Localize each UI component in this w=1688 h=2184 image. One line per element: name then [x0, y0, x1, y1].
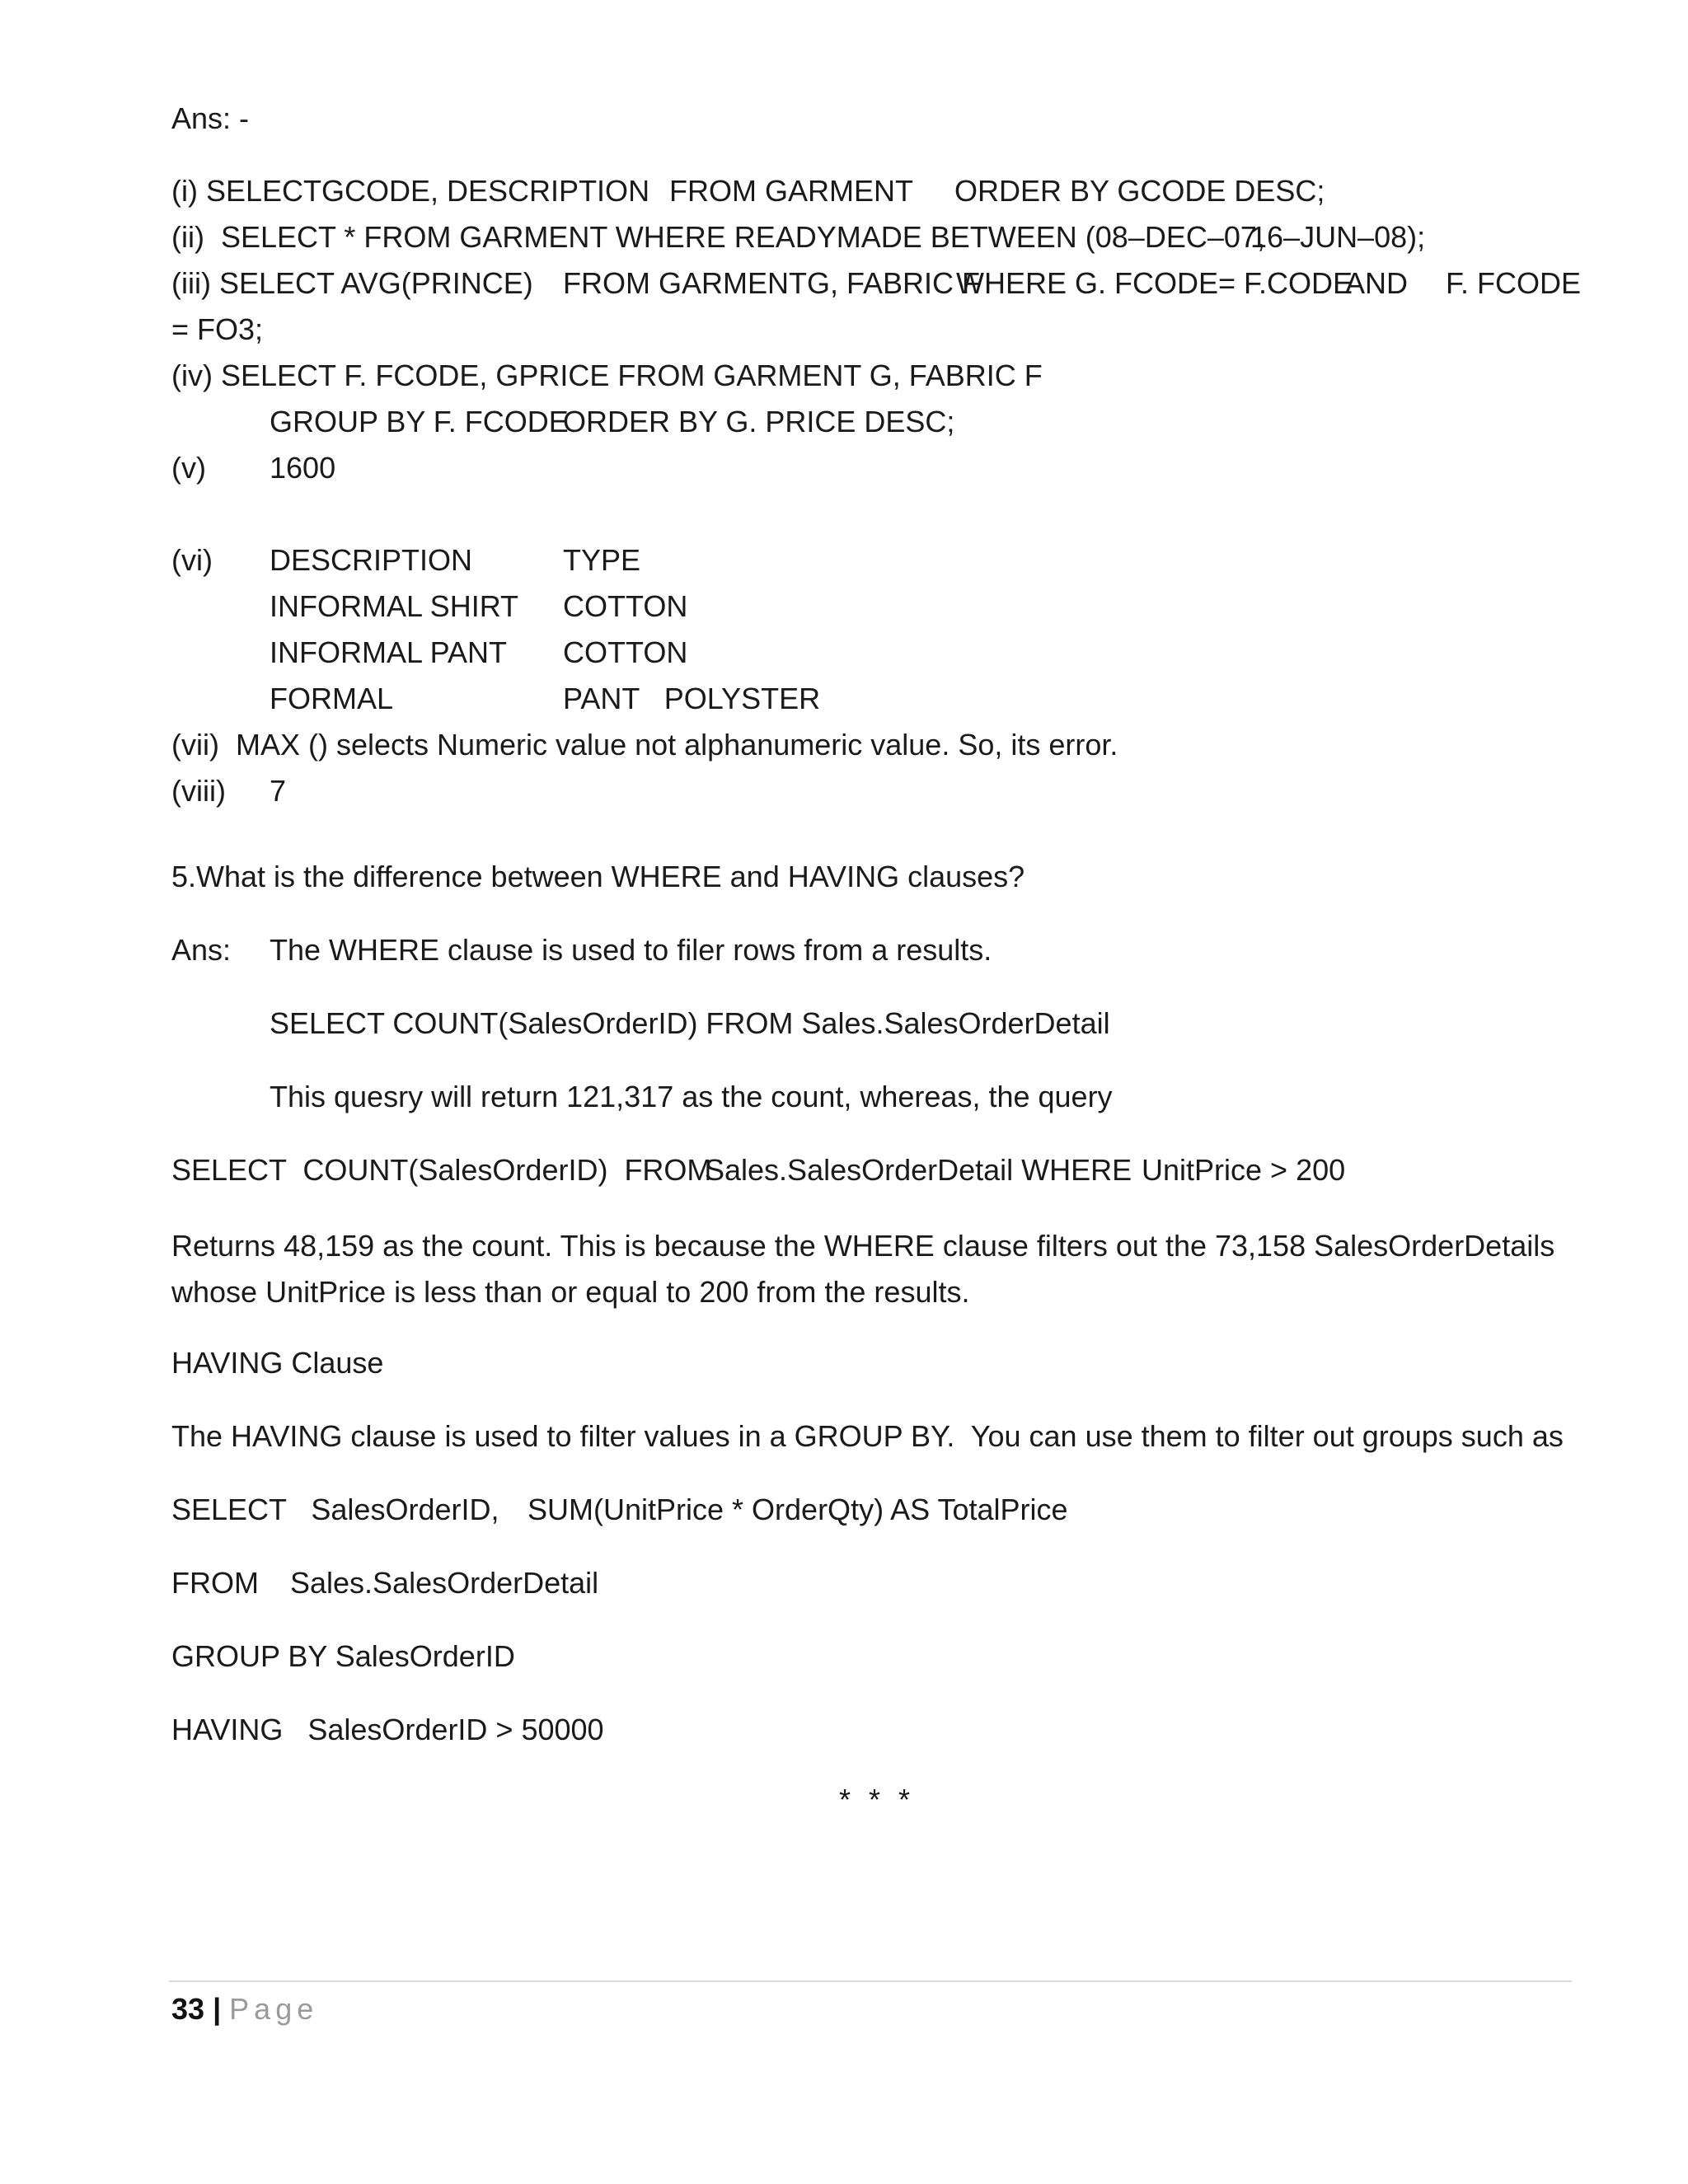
table-cell: INFORMAL SHIRT: [270, 589, 519, 623]
paragraph-having-explanation: The HAVING clause is used to filter values in a GROUP BY. You can use them to filter out groups such as: [171, 1419, 1564, 1453]
section-separator: * * *: [839, 1783, 916, 1816]
answer-5-label: Ans:: [171, 933, 232, 967]
answer-viii-value: 7: [270, 774, 287, 808]
answer-ii-part1: (ii) SELECT * FROM GARMENT WHERE READYMADE BETWEEN (08–DEC–07,: [171, 220, 1265, 254]
answer-v-label: (v): [171, 451, 206, 485]
query-where-part1: SELECT COUNT(SalesOrderID) FROM: [171, 1153, 712, 1187]
answer-i-part2: FROM GARMENT: [669, 174, 913, 208]
table-cell: INFORMAL PANT: [270, 635, 508, 669]
answer-5-line1: The WHERE clause is used to filer rows from a results.: [270, 933, 992, 967]
answer-v-value: 1600: [270, 451, 336, 485]
having-clause-heading: HAVING Clause: [171, 1346, 384, 1380]
answer-iii-part4: AND: [1345, 266, 1409, 300]
answer-iii-part6: = FO3;: [171, 312, 264, 346]
table-header-type: TYPE: [563, 543, 641, 577]
answer-iii-part2: FROM GARMENTG, FABRIC F: [563, 266, 981, 300]
answer-iv-part2: GROUP BY F. FCODE: [270, 405, 569, 438]
paragraph-where-explanation: Returns 48,159 as the count. This is because the WHERE clause filters out the 73,158 SalesOrderDetails whose UnitPrice is less than or equal to 200 from the results.: [171, 1229, 1555, 1309]
answer-header: Ans: -: [171, 101, 250, 135]
answer-iii-part1: (iii) SELECT AVG(PRINCE): [171, 266, 533, 300]
answer-viii-label: (viii): [171, 774, 226, 808]
question-5: 5.What is the difference between WHERE and HAVING clauses?: [171, 860, 1025, 893]
query-from-table: Sales.SalesOrderDetail: [290, 1566, 599, 1600]
answer-iv-part3: ORDER BY G. PRICE DESC;: [563, 405, 955, 438]
table-cell: FORMAL: [270, 682, 394, 715]
footer-divider: [169, 1980, 1572, 1982]
query-having: HAVING SalesOrderID > 50000: [171, 1713, 604, 1746]
table-header-description: DESCRIPTION: [270, 543, 473, 577]
answer-iv-part1: (iv) SELECT F. FCODE, GPRICE FROM GARMENT G, FABRIC F: [171, 359, 1043, 392]
query-where-part3: UnitPrice > 200: [1142, 1153, 1346, 1187]
table-cell: COTTON: [563, 589, 688, 623]
footer-separator: |: [213, 1992, 222, 2026]
query-select-part1: SELECT SalesOrderID,: [171, 1493, 499, 1526]
answer-i-part3: ORDER BY GCODE DESC;: [954, 174, 1325, 208]
page-label: Page: [229, 1992, 319, 2026]
answer-iii-part3: WHERE G. FCODE= F.CODE: [956, 266, 1353, 300]
answer-i-part1: (i) SELECTGCODE, DESCRIPTION: [171, 174, 650, 208]
table-cell: COTTON: [563, 635, 688, 669]
answer-ii-part2: 16–JUN–08);: [1250, 220, 1426, 254]
query-from-keyword: FROM: [171, 1566, 259, 1600]
answer-vii: (vii) MAX () selects Numeric value not alphanumeric value. So, its error.: [171, 728, 1118, 762]
page-footer: [171, 1991, 318, 2027]
query-where-part2: Sales.SalesOrderDetail WHERE: [705, 1153, 1132, 1187]
query-select-part2: SUM(UnitPrice * OrderQty) AS TotalPrice: [528, 1493, 1068, 1526]
answer-vi-label: (vi): [171, 543, 213, 577]
table-cell: PANT POLYSTER: [563, 682, 821, 715]
answer-5-line2: This quesry will return 121,317 as the count, whereas, the query: [270, 1080, 1113, 1113]
page-number: 33: [171, 1992, 205, 2026]
answer-iii-part5: F. FCODE: [1446, 266, 1582, 300]
query-group-by: GROUP BY SalesOrderID: [171, 1639, 515, 1673]
query-count-all: SELECT COUNT(SalesOrderID) FROM Sales.SalesOrderDetail: [270, 1006, 1110, 1040]
